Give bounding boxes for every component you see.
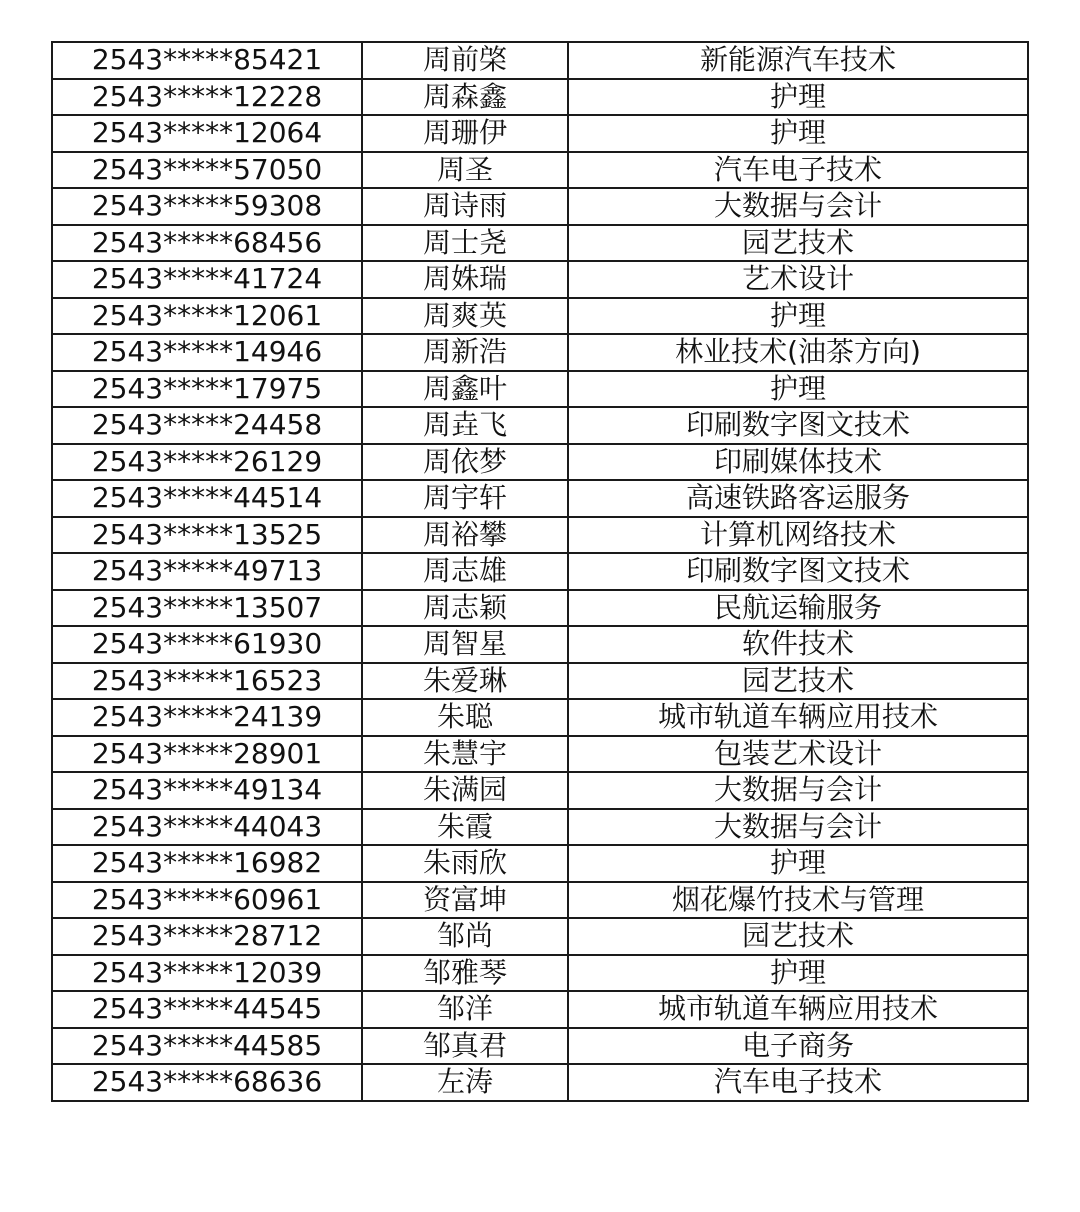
exam-number-cell: 2543*****59308 xyxy=(52,188,362,225)
exam-number-cell: 2543*****68456 xyxy=(52,225,362,262)
student-name-cell: 周志雄 xyxy=(362,553,568,590)
student-name-cell: 周智星 xyxy=(362,626,568,663)
student-name-cell: 邹雅琴 xyxy=(362,955,568,992)
major-cell: 电子商务 xyxy=(568,1028,1028,1065)
table-row xyxy=(52,298,1028,335)
exam-number-cell: 2543*****68636 xyxy=(52,1064,362,1101)
exam-number-cell: 2543*****44043 xyxy=(52,809,362,846)
exam-number-cell: 2543*****44545 xyxy=(52,991,362,1028)
major-cell: 园艺技术 xyxy=(568,918,1028,955)
table-row xyxy=(52,699,1028,736)
student-name-cell: 资富坤 xyxy=(362,882,568,919)
major-cell: 民航运输服务 xyxy=(568,590,1028,627)
exam-number-cell: 2543*****44514 xyxy=(52,480,362,517)
major-cell: 园艺技术 xyxy=(568,225,1028,262)
major-cell: 软件技术 xyxy=(568,626,1028,663)
table-row xyxy=(52,1028,1028,1065)
student-name-cell: 周森鑫 xyxy=(362,79,568,116)
table-row xyxy=(52,553,1028,590)
exam-number-cell: 2543*****12228 xyxy=(52,79,362,116)
exam-number-cell: 2543*****24458 xyxy=(52,407,362,444)
table-row xyxy=(52,225,1028,262)
exam-number-cell: 2543*****85421 xyxy=(52,42,362,79)
exam-number-cell: 2543*****13525 xyxy=(52,517,362,554)
major-cell: 护理 xyxy=(568,845,1028,882)
table-row xyxy=(52,188,1028,225)
student-name-cell: 朱雨欣 xyxy=(362,845,568,882)
table-row xyxy=(52,480,1028,517)
student-name-cell: 周新浩 xyxy=(362,334,568,371)
admission-list-table xyxy=(51,41,1029,1102)
table-body xyxy=(52,42,1028,1101)
exam-number-cell: 2543*****12061 xyxy=(52,298,362,335)
major-cell: 大数据与会计 xyxy=(568,188,1028,225)
exam-number-cell: 2543*****49713 xyxy=(52,553,362,590)
student-name-cell: 朱霞 xyxy=(362,809,568,846)
exam-number-cell: 2543*****24139 xyxy=(52,699,362,736)
student-name-cell: 周志颖 xyxy=(362,590,568,627)
table-row xyxy=(52,517,1028,554)
major-cell: 烟花爆竹技术与管理 xyxy=(568,882,1028,919)
admission-list-sheet xyxy=(51,41,1027,1102)
major-cell: 印刷数字图文技术 xyxy=(568,407,1028,444)
major-cell: 城市轨道车辆应用技术 xyxy=(568,991,1028,1028)
table-row xyxy=(52,955,1028,992)
table-row xyxy=(52,444,1028,481)
exam-number-cell: 2543*****17975 xyxy=(52,371,362,408)
student-name-cell: 周裕攀 xyxy=(362,517,568,554)
exam-number-cell: 2543*****44585 xyxy=(52,1028,362,1065)
table-row xyxy=(52,663,1028,700)
exam-number-cell: 2543*****60961 xyxy=(52,882,362,919)
major-cell: 印刷数字图文技术 xyxy=(568,553,1028,590)
table-row xyxy=(52,845,1028,882)
exam-number-cell: 2543*****61930 xyxy=(52,626,362,663)
table-row xyxy=(52,918,1028,955)
student-name-cell: 周圣 xyxy=(362,152,568,189)
exam-number-cell: 2543*****12064 xyxy=(52,115,362,152)
table-row xyxy=(52,882,1028,919)
student-name-cell: 周依梦 xyxy=(362,444,568,481)
student-name-cell: 朱爱琳 xyxy=(362,663,568,700)
student-name-cell: 周鑫叶 xyxy=(362,371,568,408)
major-cell: 汽车电子技术 xyxy=(568,152,1028,189)
major-cell: 护理 xyxy=(568,371,1028,408)
student-name-cell: 左涛 xyxy=(362,1064,568,1101)
major-cell: 护理 xyxy=(568,115,1028,152)
table-row xyxy=(52,590,1028,627)
exam-number-cell: 2543*****16523 xyxy=(52,663,362,700)
exam-number-cell: 2543*****49134 xyxy=(52,772,362,809)
table-row xyxy=(52,152,1028,189)
student-name-cell: 周垚飞 xyxy=(362,407,568,444)
table-row xyxy=(52,371,1028,408)
table-row xyxy=(52,736,1028,773)
table-row xyxy=(52,261,1028,298)
exam-number-cell: 2543*****14946 xyxy=(52,334,362,371)
exam-number-cell: 2543*****16982 xyxy=(52,845,362,882)
student-name-cell: 周前棨 xyxy=(362,42,568,79)
table-row xyxy=(52,772,1028,809)
student-name-cell: 周珊伊 xyxy=(362,115,568,152)
major-cell: 汽车电子技术 xyxy=(568,1064,1028,1101)
student-name-cell: 周诗雨 xyxy=(362,188,568,225)
major-cell: 护理 xyxy=(568,955,1028,992)
student-name-cell: 朱聪 xyxy=(362,699,568,736)
major-cell: 城市轨道车辆应用技术 xyxy=(568,699,1028,736)
major-cell: 护理 xyxy=(568,298,1028,335)
exam-number-cell: 2543*****41724 xyxy=(52,261,362,298)
major-cell: 新能源汽车技术 xyxy=(568,42,1028,79)
exam-number-cell: 2543*****12039 xyxy=(52,955,362,992)
exam-number-cell: 2543*****28712 xyxy=(52,918,362,955)
table-row xyxy=(52,991,1028,1028)
student-name-cell: 朱满园 xyxy=(362,772,568,809)
major-cell: 园艺技术 xyxy=(568,663,1028,700)
student-name-cell: 邹真君 xyxy=(362,1028,568,1065)
student-name-cell: 周姝瑞 xyxy=(362,261,568,298)
table-row xyxy=(52,79,1028,116)
student-name-cell: 周爽英 xyxy=(362,298,568,335)
major-cell: 林业技术(油茶方向) xyxy=(568,334,1028,371)
table-row xyxy=(52,115,1028,152)
major-cell: 大数据与会计 xyxy=(568,809,1028,846)
major-cell: 护理 xyxy=(568,79,1028,116)
student-name-cell: 周宇轩 xyxy=(362,480,568,517)
table-row xyxy=(52,626,1028,663)
exam-number-cell: 2543*****28901 xyxy=(52,736,362,773)
exam-number-cell: 2543*****13507 xyxy=(52,590,362,627)
exam-number-cell: 2543*****26129 xyxy=(52,444,362,481)
major-cell: 艺术设计 xyxy=(568,261,1028,298)
student-name-cell: 邹洋 xyxy=(362,991,568,1028)
major-cell: 大数据与会计 xyxy=(568,772,1028,809)
major-cell: 印刷媒体技术 xyxy=(568,444,1028,481)
major-cell: 高速铁路客运服务 xyxy=(568,480,1028,517)
exam-number-cell: 2543*****57050 xyxy=(52,152,362,189)
major-cell: 包装艺术设计 xyxy=(568,736,1028,773)
student-name-cell: 邹尚 xyxy=(362,918,568,955)
table-row xyxy=(52,42,1028,79)
student-name-cell: 周士尧 xyxy=(362,225,568,262)
table-row xyxy=(52,407,1028,444)
table-row xyxy=(52,334,1028,371)
major-cell: 计算机网络技术 xyxy=(568,517,1028,554)
student-name-cell: 朱慧宇 xyxy=(362,736,568,773)
table-row xyxy=(52,809,1028,846)
table-row xyxy=(52,1064,1028,1101)
